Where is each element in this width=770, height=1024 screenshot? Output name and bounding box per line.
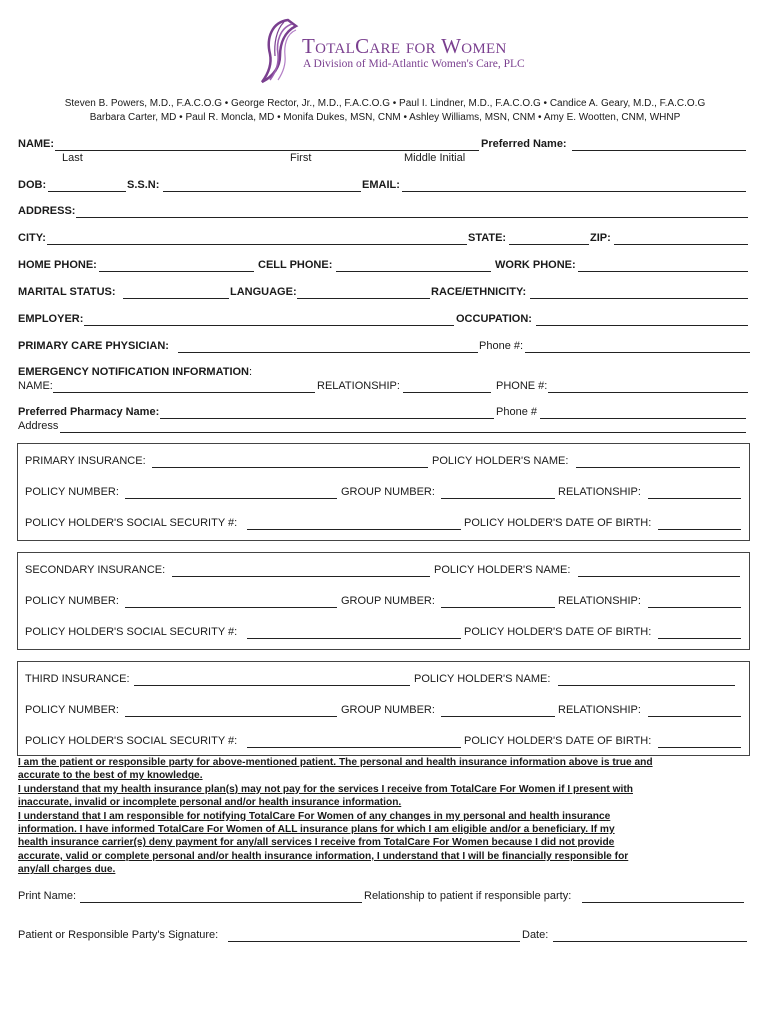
statement-line: information. I have informed TotalCare For Women of ALL insurance plans for which I am eligible and/or a beneficiary. If my xyxy=(18,824,615,836)
primary-group-number-input-line[interactable] xyxy=(441,498,555,499)
email-input-line[interactable] xyxy=(402,191,746,192)
relationship-to-patient-label: Relationship to patient if responsible party: xyxy=(364,890,572,902)
third-holder-dob-input-line[interactable] xyxy=(658,747,741,748)
emergency-relationship-input-line[interactable] xyxy=(403,392,491,393)
pharmacy-name-input-line[interactable] xyxy=(160,418,494,419)
logo-title: TotalCare for Women xyxy=(302,34,507,58)
pharmacy-address-label: Address xyxy=(18,420,59,432)
statement-line: any/all charges due. xyxy=(18,864,116,876)
home-phone-label: HOME PHONE: xyxy=(18,259,97,271)
preferred-name-input-line[interactable] xyxy=(572,150,746,151)
physicians-line-1: Steven B. Powers, M.D., F.A.C.O.G • George Rector, Jr., M.D., F.A.C.O.G • Paul I. Lindner, M.D., F.A.C.O.G • Candice A. Geary, M.D., F.A.C.O.G xyxy=(64,98,706,109)
third-holder-dob-label: POLICY HOLDER'S DATE OF BIRTH: xyxy=(464,735,652,747)
employer-label: EMPLOYER: xyxy=(18,313,84,325)
third-holder-name-input-line[interactable] xyxy=(558,685,735,686)
primary-holder-dob-input-line[interactable] xyxy=(658,529,741,530)
marital-status-input-line[interactable] xyxy=(123,298,229,299)
third-holder-ssn-label: POLICY HOLDER'S SOCIAL SECURITY #: xyxy=(25,735,238,747)
statement-line: accurate to the best of my knowledge. xyxy=(18,770,203,782)
cell-phone-label: CELL PHONE: xyxy=(258,259,333,271)
work-phone-input-line[interactable] xyxy=(578,271,748,272)
third-group-number-input-line[interactable] xyxy=(441,716,555,717)
secondary-group-number-label: GROUP NUMBER: xyxy=(341,595,435,607)
cell-phone-input-line[interactable] xyxy=(336,271,491,272)
primary-holder-name-label: POLICY HOLDER'S NAME: xyxy=(432,455,569,467)
employer-input-line[interactable] xyxy=(84,325,454,326)
pcp-label: PRIMARY CARE PHYSICIAN: xyxy=(18,340,169,352)
dob-input-line[interactable] xyxy=(48,191,126,192)
occupation-label: OCCUPATION: xyxy=(456,313,532,325)
secondary-policy-number-input-line[interactable] xyxy=(125,607,337,608)
state-input-line[interactable] xyxy=(509,244,589,245)
first-name-caption: First xyxy=(290,152,312,164)
primary-insurance-label: PRIMARY INSURANCE: xyxy=(25,455,146,467)
primary-holder-ssn-input-line[interactable] xyxy=(247,529,461,530)
relationship-to-patient-input-line[interactable] xyxy=(582,902,744,903)
emergency-name-input-line[interactable] xyxy=(53,392,315,393)
pcp-input-line[interactable] xyxy=(178,352,478,353)
name-input-line[interactable] xyxy=(55,150,479,151)
primary-insurance-input-line[interactable] xyxy=(152,467,428,468)
primary-policy-number-input-line[interactable] xyxy=(125,498,337,499)
language-input-line[interactable] xyxy=(297,298,430,299)
logo-subtitle: A Division of Mid-Atlantic Women's Care, PLC xyxy=(303,58,525,70)
statement-line: health insurance carrier(s) deny payment for any/all services I receive from TotalCare For Women because I did not provide xyxy=(18,837,615,849)
language-label: LANGUAGE: xyxy=(230,286,297,298)
state-label: STATE: xyxy=(468,232,507,244)
address-input-line[interactable] xyxy=(76,217,748,218)
third-group-number-label: GROUP NUMBER: xyxy=(341,704,435,716)
third-insurance-input-line[interactable] xyxy=(134,685,410,686)
date-input-line[interactable] xyxy=(553,941,747,942)
zip-input-line[interactable] xyxy=(614,244,748,245)
third-relationship-label: RELATIONSHIP: xyxy=(558,704,641,716)
city-input-line[interactable] xyxy=(47,244,467,245)
emergency-phone-label: PHONE #: xyxy=(496,380,548,392)
name-label: NAME: xyxy=(18,138,55,150)
middle-initial-caption: Middle Initial xyxy=(404,152,466,164)
secondary-holder-dob-label: POLICY HOLDER'S DATE OF BIRTH: xyxy=(464,626,652,638)
city-label: CITY: xyxy=(18,232,46,244)
race-ethnicity-input-line[interactable] xyxy=(530,298,748,299)
pcp-phone-label: Phone #: xyxy=(479,340,524,352)
dob-label: DOB: xyxy=(18,179,47,191)
last-name-caption: Last xyxy=(62,152,83,164)
secondary-holder-ssn-label: POLICY HOLDER'S SOCIAL SECURITY #: xyxy=(25,626,238,638)
zip-label: ZIP: xyxy=(590,232,611,244)
secondary-holder-dob-input-line[interactable] xyxy=(658,638,741,639)
physicians-line-2: Barbara Carter, MD • Paul R. Moncla, MD • Monifa Dukes, MSN, CNM • Ashley Williams, MSN, CNM • Amy E. Wootten, CNM, WHNP xyxy=(89,112,681,123)
secondary-holder-name-label: POLICY HOLDER'S NAME: xyxy=(434,564,571,576)
woman-silhouette-logo-icon xyxy=(258,16,304,86)
primary-group-number-label: GROUP NUMBER: xyxy=(341,486,435,498)
preferred-name-label: Preferred Name: xyxy=(481,138,567,150)
third-policy-number-label: POLICY NUMBER: xyxy=(25,704,119,716)
secondary-relationship-input-line[interactable] xyxy=(648,607,741,608)
emergency-heading-colon: : xyxy=(249,366,253,378)
emergency-heading xyxy=(18,366,252,378)
marital-status-label: MARITAL STATUS: xyxy=(18,286,116,298)
emergency-name-label: NAME: xyxy=(18,380,53,392)
statement-line: I understand that I am responsible for notifying TotalCare For Women of any changes in my personal and health insurance xyxy=(18,810,611,822)
occupation-input-line[interactable] xyxy=(536,325,748,326)
email-label: EMAIL: xyxy=(362,179,400,191)
secondary-group-number-input-line[interactable] xyxy=(441,607,555,608)
pharmacy-phone-label: Phone # xyxy=(496,406,537,418)
primary-holder-dob-label: POLICY HOLDER'S DATE OF BIRTH: xyxy=(464,517,652,529)
third-holder-ssn-input-line[interactable] xyxy=(247,747,461,748)
secondary-insurance-input-line[interactable] xyxy=(172,576,430,577)
secondary-holder-name-input-line[interactable] xyxy=(578,576,740,577)
pharmacy-phone-input-line[interactable] xyxy=(540,418,746,419)
race-ethnicity-label: RACE/ETHNICITY: xyxy=(431,286,527,298)
primary-holder-name-input-line[interactable] xyxy=(576,467,740,468)
signature-input-line[interactable] xyxy=(228,941,520,942)
emergency-phone-input-line[interactable] xyxy=(548,392,748,393)
print-name-input-line[interactable] xyxy=(80,902,362,903)
responsibility-statement xyxy=(18,756,758,877)
pharmacy-name-label: Preferred Pharmacy Name: xyxy=(18,406,160,418)
print-name-label: Print Name: xyxy=(18,890,77,902)
secondary-policy-number-label: POLICY NUMBER: xyxy=(25,595,119,607)
emergency-heading-text: EMERGENCY NOTIFICATION INFORMATION xyxy=(18,366,249,378)
work-phone-label: WORK PHONE: xyxy=(495,259,576,271)
secondary-insurance-label: SECONDARY INSURANCE: xyxy=(25,564,166,576)
secondary-holder-ssn-input-line[interactable] xyxy=(247,638,461,639)
third-insurance-label: THIRD INSURANCE: xyxy=(25,673,130,685)
third-relationship-input-line[interactable] xyxy=(648,716,741,717)
statement-line: I am the patient or responsible party for above-mentioned patient. The personal and health insurance information above is true and xyxy=(18,757,653,768)
signature-label: Patient or Responsible Party's Signature: xyxy=(18,929,219,941)
primary-relationship-label: RELATIONSHIP: xyxy=(558,486,641,498)
ssn-label: S.S.N: xyxy=(127,179,160,191)
statement-line: I understand that my health insurance plan(s) may not pay for the services I receive from TotalCare For Women if I present with xyxy=(18,783,633,795)
ssn-input-line[interactable] xyxy=(163,191,361,192)
third-policy-number-input-line[interactable] xyxy=(125,716,337,717)
address-label: ADDRESS: xyxy=(18,205,76,217)
date-label: Date: xyxy=(522,929,549,941)
statement-line: inaccurate, invalid or incomplete personal and/or health insurance information. xyxy=(18,797,402,809)
pharmacy-address-input-line[interactable] xyxy=(60,432,746,433)
statement-line: accurate, valid or complete personal and/or health insurance information, I understand that I will be financially responsible for xyxy=(18,850,629,862)
primary-holder-ssn-label: POLICY HOLDER'S SOCIAL SECURITY #: xyxy=(25,517,238,529)
secondary-relationship-label: RELATIONSHIP: xyxy=(558,595,641,607)
primary-relationship-input-line[interactable] xyxy=(648,498,741,499)
primary-policy-number-label: POLICY NUMBER: xyxy=(25,486,119,498)
home-phone-input-line[interactable] xyxy=(99,271,254,272)
emergency-relationship-label: RELATIONSHIP: xyxy=(317,380,400,392)
pcp-phone-input-line[interactable] xyxy=(525,352,750,353)
third-holder-name-label: POLICY HOLDER'S NAME: xyxy=(414,673,551,685)
